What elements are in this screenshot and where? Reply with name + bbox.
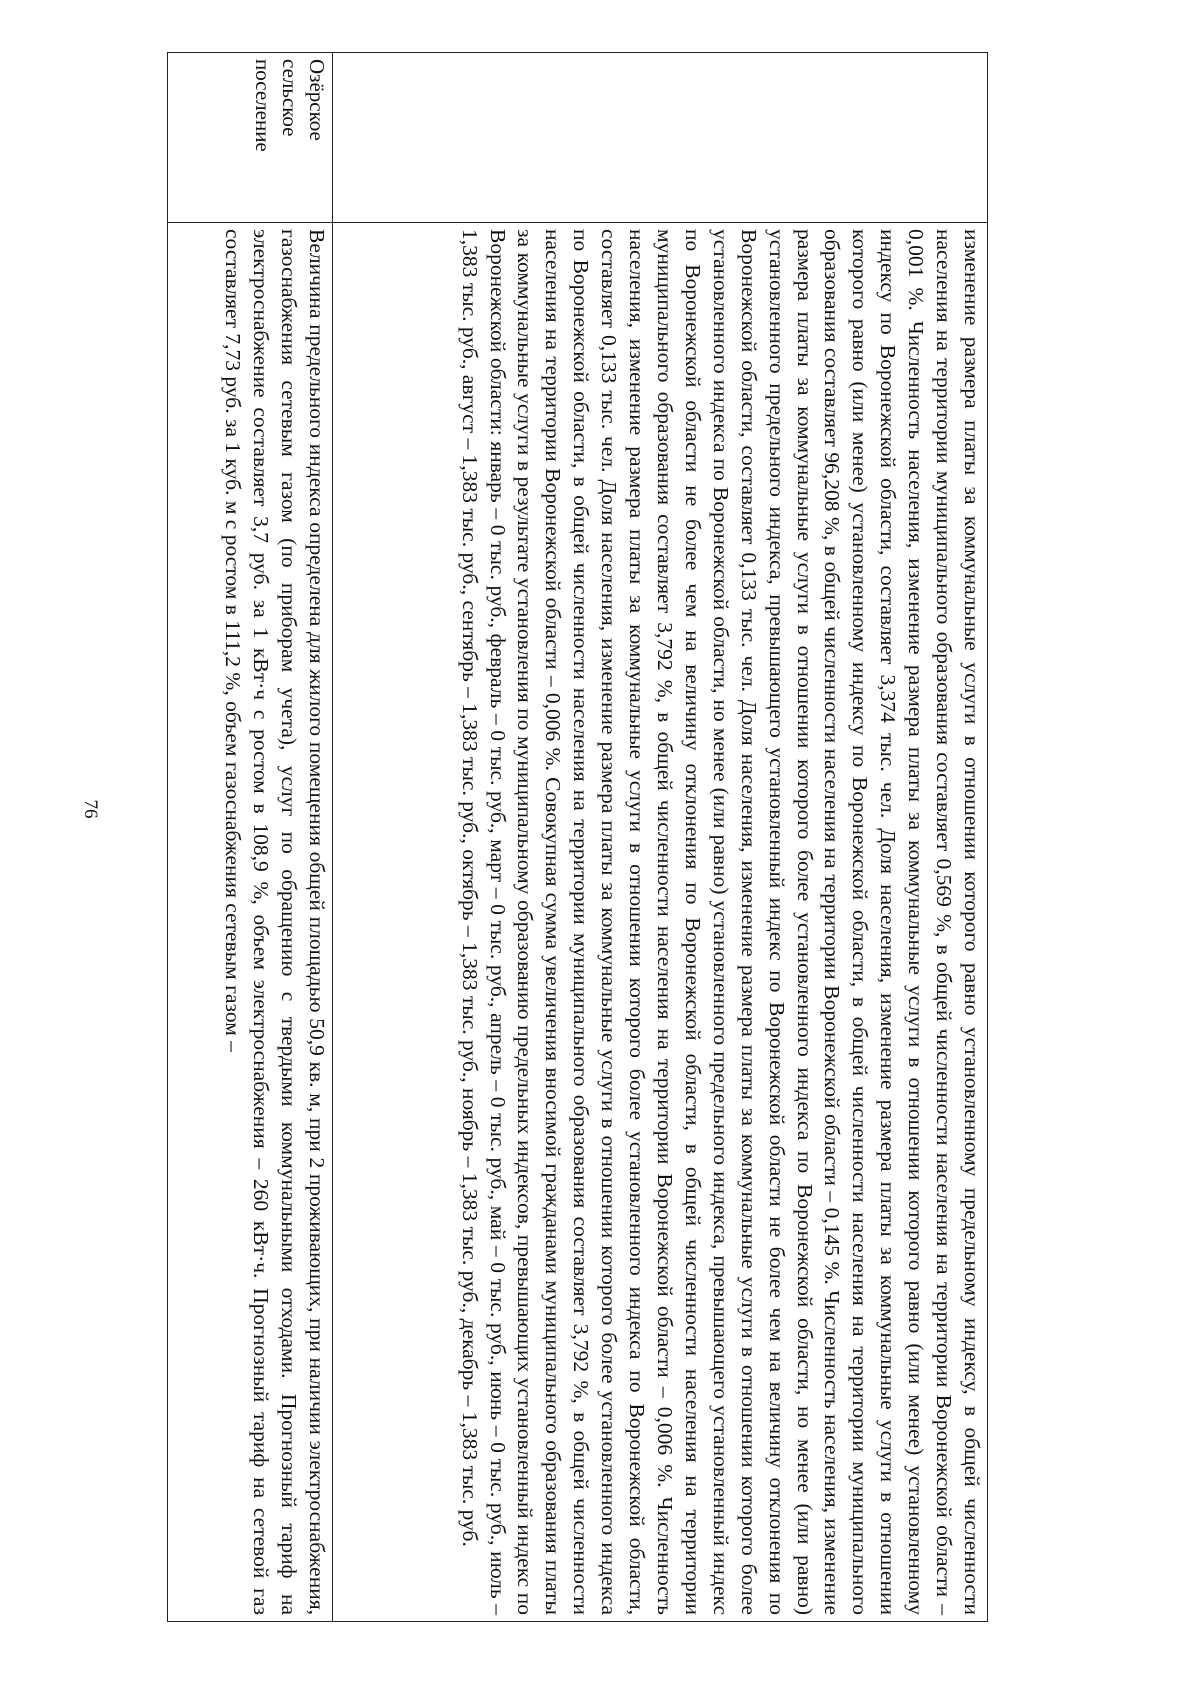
description-text: Величина предельного индекса определена для жилого помещения общей площадью 50,9 кв. м, при 2 проживающих, при наличии электроснабжения, газоснабжения сетевым газом (по приборам учета), услуг по обращению с твердыми коммунальными отходами. Прогнозный тариф на электроснабжение составляет 3,7 руб. за 1 кВт·ч с ростом в 108,9 %, объем электроснабжения – 260 кВт·ч. Прогнозный тариф на сетевой газ составляет 7,73 руб. за 1 куб. м с ростом в 111,2 %, объем газоснабжения сетевым газом – <box>221 229 329 1615</box>
description-cell <box>333 223 988 1622</box>
settlement-name: Озёрское сельское поселение <box>251 59 329 152</box>
page-number: 76 <box>80 799 101 819</box>
description-cell <box>168 223 333 1622</box>
table-row <box>168 53 333 1622</box>
rotated-table-wrapper <box>168 52 988 1622</box>
settlement-name-cell <box>168 53 333 223</box>
description-text: изменение размера платы за коммунальные услуги в отношении которого равно установленному предельному индексу, в общей численности населения на территории муниципального образования составляет 0,569 %, в общей численности населения на территории Воронежской области – 0,001 %. Численность населения, изменение размера платы за коммунальные услуги в отношении которого равно (или менее) установленному индексу по Воронежской области, составляет 3,374 тыс. чел. Доля населения, изменение размера платы за коммунальные услуги в отношении которого равно (или менее) установленному индексу по Воронежской области, в общей численности населения на территории муниципального образования составляет 96,208 %, в общей численности населения на территории Воронежской области – 0,145 %. Численность населения, изменение размера платы за коммунальные услуги в отношении которого более установленного индекса по Воронежской области, но менее (или равно) установленного предельного индекса, превышающего установленный индекс по Воронежской области не более чем на величину отклонения по Воронежской области, составляет 0,133 тыс. чел. Доля населения, изменение размера платы за коммунальные услуги в отношении которого более установленного индекса по Воронежской области, но менее (или равно) установленного предельного индекса, превышающего установленный индекс по Воронежской области не более чем на величину отклонения по Воронежской области, в общей численности населения на территории муниципального образования составляет 3,792 %, в общей численности населения на территории Воронежской области – 0,006 %. Численность населения, изменение размера платы за коммунальные услуги в отношении которого более установленного индекса по Воронежской области, составляет 0,133 тыс. чел. Доля населения, изменение размера платы за коммунальные услуги в отношении которого более установленного индекса по Воронежской области, в общей численности населения на территории муниципального образования составляет 3,792 %, в общей численности населения на территории Воронежской области – 0,006 %. Совокупная сумма увеличения вносимой гражданами муниципального образования платы за коммунальные услуги в результате установления по муниципальному образованию предельных индексов, превышающих установленный индекс по Воронежской области: январь – 0 тыс. руб., февраль – 0 тыс. руб., март – 0 тыс. руб., апрель – 0 тыс. руб., май – 0 тыс. руб., июнь – 0 тыс. руб., июль – 1,383 тыс. руб., август – 1,383 тыс. руб., сентябрь – 1,383 тыс. руб., октябрь – 1,383 тыс. руб., ноябрь – 1,383 тыс. руб., декабрь – 1,383 тыс. руб. <box>457 229 984 1615</box>
table-row <box>333 53 988 1622</box>
settlement-name-cell <box>333 53 988 223</box>
settlement-index-table <box>167 52 988 1622</box>
